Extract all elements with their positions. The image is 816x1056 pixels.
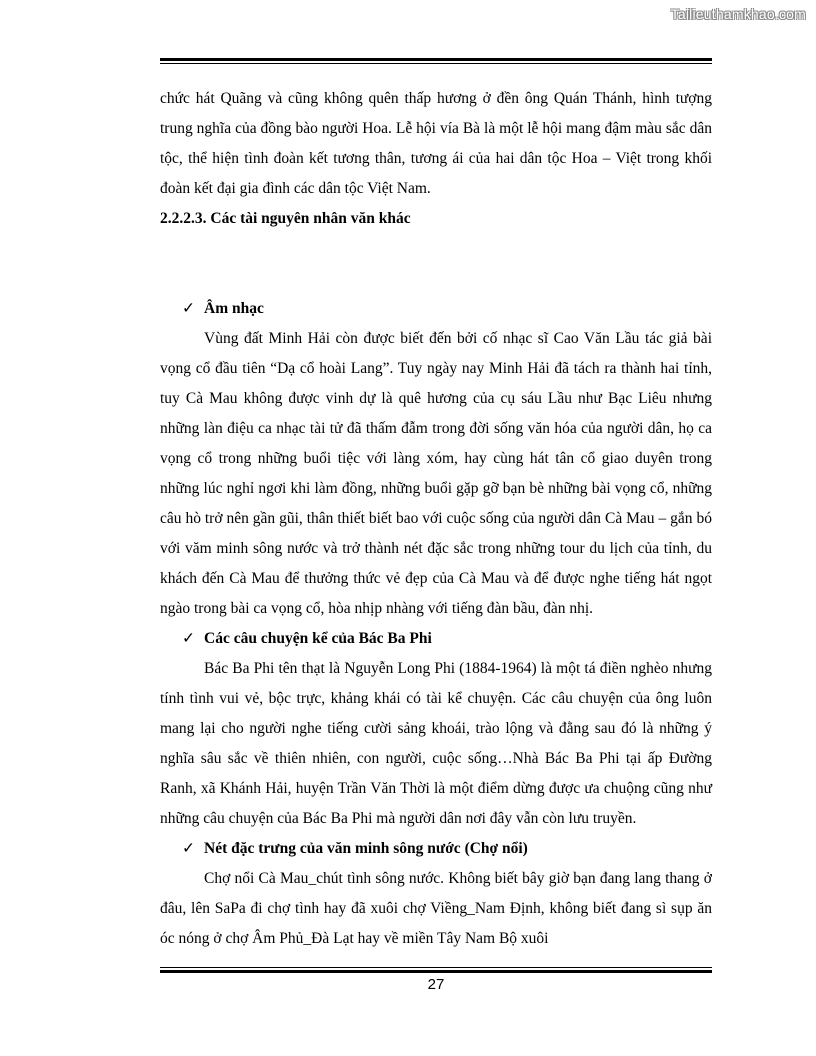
music-heading (160, 294, 712, 324)
intro-paragraph: chức hát Quãng và cũng không quên thấp hương ở đền ông Quán Thánh, hình tượng trung nghĩa của đồng bào người Hoa. Lễ hội vía Bà là một lễ hội mang đậm màu sắc dân tộc, thể hiện tình đoàn kết tương thân, tương ái của hai dân tộc Hoa – Việt trong khối đoàn kết đại gia đình các dân tộc Việt Nam. (160, 90, 712, 197)
watermark-text: Tailieuthamkhao.com (670, 6, 806, 22)
checkmark-icon: ✓ (182, 840, 195, 857)
footer-rule (160, 967, 712, 973)
stories-heading-text: Các câu chuyện kể của Bác Ba Phi (204, 630, 432, 647)
river-heading-text: Nét đặc trưng của văn minh sông nước (Chợ nổi) (204, 840, 528, 857)
header-rule (160, 58, 712, 64)
checkmark-icon: ✓ (182, 630, 195, 647)
page-number: 27 (427, 976, 445, 993)
section-title: 2.2.2.3. Các tài nguyên nhân văn khác (160, 210, 411, 227)
river-paragraph: Chợ nổi Cà Mau_chút tình sông nước. Không biết bây giờ bạn đang lang thang ở đâu, lên SaPa đi chợ tình hay đã xuôi chợ Viềng_Nam Định, không biết đang sì sụp ăn óc nóng ở chợ Âm Phủ_Đà Lạt hay về miền Tây Nam Bộ xuôi (160, 870, 712, 947)
spacer (160, 234, 712, 294)
river-heading (160, 834, 712, 864)
stories-paragraph: Bác Ba Phi tên thạt là Nguyễn Long Phi (1884-1964) là một tá điền nghèo nhưng tính tình vui vẻ, bộc trực, khảng khái có tài kể chuyện. Các câu chuyện của ông luôn mang lại cho người nghe tiếng cười sảng khoái, trào lộng và đằng sau đó là những ý nghĩa sâu sắc về thiên nhiên, con người, cuộc sống…Nhà Bác Ba Phi tại ấp Đường Ranh, xã Khánh Hải, huyện Trần Văn Thời là một điểm dừng được ưa chuộng cũng như những câu chuyện của Bác Ba Phi mà người dân nơi đây vẫn còn lưu truyền. (160, 660, 712, 827)
music-heading-text: Âm nhạc (204, 300, 264, 317)
music-paragraph: Vùng đất Minh Hải còn được biết đến bởi cố nhạc sĩ Cao Văn Lầu tác giả bài vọng cổ đầu tiên “Dạ cổ hoài Lang”. Tuy ngày nay Minh Hải đã tách ra thành hai tỉnh, tuy Cà Mau không được vinh dự là quê hương của cụ sáu Lầu như Bạc Liêu nhưng những làn điệu ca nhạc tài tử đã thấm đẫm trong đời sống văn hóa của người dân, họ ca vọng cổ trong những buổi tiệc với làng xóm, hay cùng hát tân cổ giao duyên trong những lúc nghỉ ngơi khi làm đồng, những buổi gặp gỡ bạn bè những bài vọng cổ, những câu hò trở nên gần gũi, thân thiết biết bao với cuộc sống của người dân Cà Mau – gắn bó với văm minh sông nước và trở thành nét đặc sắc trong những tour du lịch của tỉnh, du khách đến Cà Mau để thưởng thức vẻ đẹp của Cà Mau và để được nghe tiếng hát ngọt ngào trong bài ca vọng cổ, hòa nhịp nhàng với tiếng đàn bầu, đàn nhị. (160, 330, 712, 617)
checkmark-icon: ✓ (182, 300, 195, 317)
stories-heading (160, 624, 712, 654)
page-content (160, 84, 712, 954)
